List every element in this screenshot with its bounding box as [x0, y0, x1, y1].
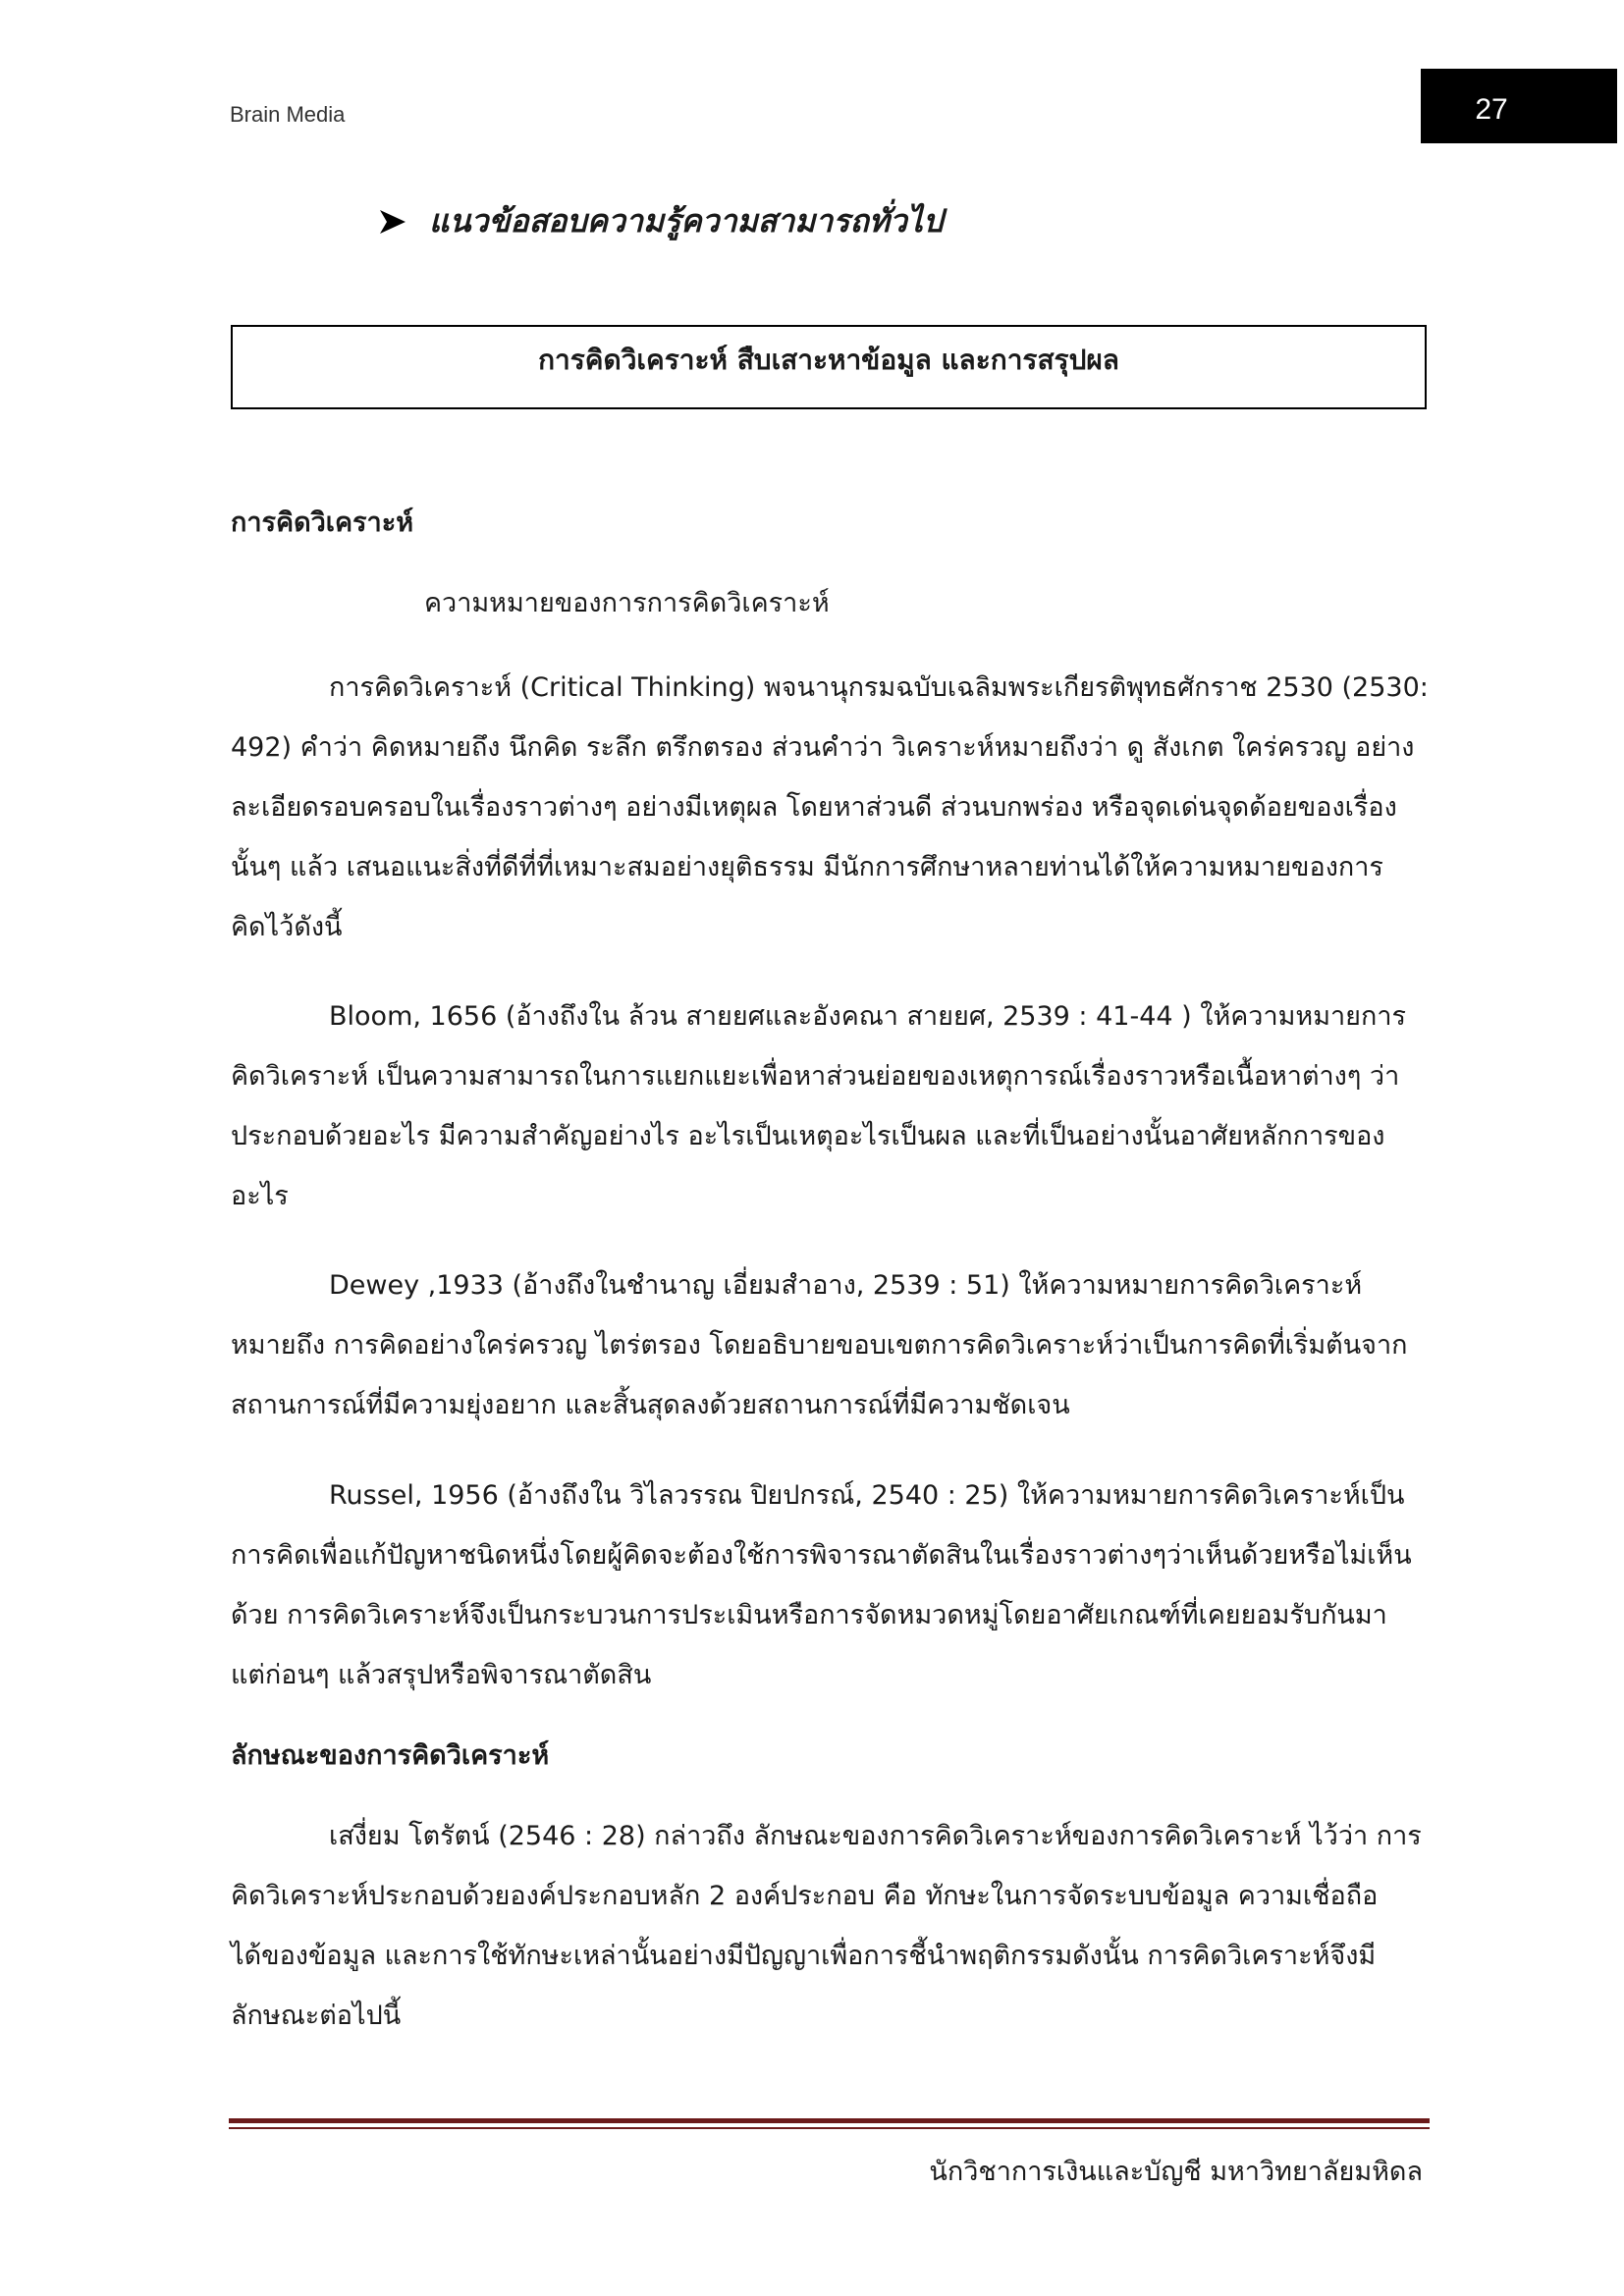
paragraph-line: แต่ก่อนๆ แล้วสรุปหรือพิจารณาตัดสิน — [231, 1660, 652, 1690]
footer-divider-thin — [229, 2127, 1430, 2129]
footer-divider-thick — [229, 2118, 1430, 2123]
paragraph-characteristics — [231, 1806, 1422, 2046]
paragraph-line: ละเอียดรอบครอบในเรื่องราวต่างๆ อย่างมีเหตุผล โดยหาส่วนดี ส่วนบกพร่อง หรือจุดเด่นจุดด้อยของเรื่อง — [231, 792, 1397, 823]
paragraph-line: สถานการณ์ที่มีความยุ่งอยาก และสิ้นสุดลงด้วยสถานการณ์ที่มีความชัดเจน — [231, 1390, 1070, 1420]
paragraph-line: 492) คำว่า คิดหมายถึง นึกคิด ระลึก ตรึกตรอง ส่วนคำว่า วิเคราะห์หมายถึงว่า ดู สังเกต ใคร่ครวญ อย่าง — [231, 732, 1415, 763]
paragraph-line: Bloom, 1656 (อ้างถึงใน ล้วน สายยศและอังคณา สายยศ, 2539 : 41-44 ) ให้ความหมายการ — [329, 1001, 1407, 1032]
footer-text: นักวิชาการเงินและบัญชี มหาวิทยาลัยมหิดล — [929, 2157, 1423, 2187]
arrow-bullet-icon — [378, 208, 407, 236]
paragraph-line: คิดวิเคราะห์ประกอบด้วยองค์ประกอบหลัก 2 องค์ประกอบ คือ ทักษะในการจัดระบบข้อมูล ความเชื่อถือ — [231, 1881, 1379, 1911]
section-heading — [378, 196, 943, 246]
paragraph-line: คิดไว้ดังนี้ — [231, 912, 343, 942]
heading-characteristics: ลักษณะของการคิดวิเคราะห์ — [231, 1740, 550, 1771]
brand-label: Brain Media — [230, 102, 346, 127]
paragraph-line: หมายถึง การคิดอย่างใคร่ครวญ ไตร่ตรอง โดยอธิบายขอบเขตการคิดวิเคราะห์ว่าเป็นการคิดที่เริ่มต้นจาก — [231, 1330, 1408, 1361]
paragraph-line: ด้วย การคิดวิเคราะห์จึงเป็นกระบวนการประเมินหรือการจัดหมวดหมู่โดยอาศัยเกณฑ์ที่เคยยอมรับกันมา — [231, 1600, 1387, 1630]
paragraph-dewey — [231, 1255, 1408, 1435]
paragraph-line: ลักษณะต่อไปนี้ — [231, 2001, 402, 2031]
paragraph-definition — [231, 658, 1429, 957]
paragraph-line: Russel, 1956 (อ้างถึงใน วิไลวรรณ ปิยปกรณ์, 2540 : 25) ให้ความหมายการคิดวิเคราะห์เป็น — [329, 1480, 1405, 1511]
subheading-meaning: ความหมายของการการคิดวิเคราะห์ — [424, 588, 830, 618]
paragraph-line: เสงี่ยม โตรัตน์ (2546 : 28) กล่าวถึง ลักษณะของการคิดวิเคราะห์ของการคิดวิเคราะห์ ไว้ว่า การ — [329, 1821, 1422, 1851]
paragraph-line: นั้นๆ แล้ว เสนอแนะสิ่งที่ดีที่ที่เหมาะสมอย่างยุติธรรม มีนักการศึกษาหลายท่านได้ให้ความหมายของการ — [231, 852, 1383, 882]
page-number: 27 — [1421, 69, 1617, 143]
paragraph-line: การคิดวิเคราะห์ (Critical Thinking) พจนานุกรมฉบับเฉลิมพระเกียรติพุทธศักราช 2530 (2530: — [329, 672, 1429, 703]
section-heading-text: แนวข้อสอบความรู้ความสามารถทั่วไป — [429, 202, 944, 240]
heading-critical-thinking: การคิดวิเคราะห์ — [231, 507, 414, 538]
paragraph-russel — [231, 1466, 1412, 1705]
paragraph-line: Dewey ,1933 (อ้างถึงในชำนาญ เอี่ยมสำอาง, 2539 : 51) ให้ความหมายการคิดวิเคราะห์ — [329, 1270, 1363, 1301]
paragraph-bloom — [231, 987, 1406, 1226]
paragraph-line: อะไร — [231, 1181, 289, 1211]
paragraph-line: ได้ของข้อมูล และการใช้ทักษะเหล่านั้นอย่างมีปัญญาเพื่อการชี้นำพฤติกรรมดังนั้น การคิดวิเคราะห์จึงมี — [231, 1941, 1377, 1971]
title-box: การคิดวิเคราะห์ สืบเสาะหาข้อมูล และการสรุปผล — [231, 325, 1427, 409]
paragraph-line: การคิดเพื่อแก้ปัญหาชนิดหนึ่งโดยผู้คิดจะต้องใช้การพิจารณาตัดสินในเรื่องราวต่างๆว่าเห็นด้วยหรือไม่เห็น — [231, 1540, 1412, 1571]
paragraph-line: ประกอบด้วยอะไร มีความสำคัญอย่างไร อะไรเป็นเหตุอะไรเป็นผล และที่เป็นอย่างนั้นอาศัยหลักการของ — [231, 1121, 1385, 1151]
paragraph-line: คิดวิเคราะห์ เป็นความสามารถในการแยกแยะเพื่อหาส่วนย่อยของเหตุการณ์เรื่องราวหรือเนื้อหาต่างๆ ว่า — [231, 1061, 1400, 1092]
